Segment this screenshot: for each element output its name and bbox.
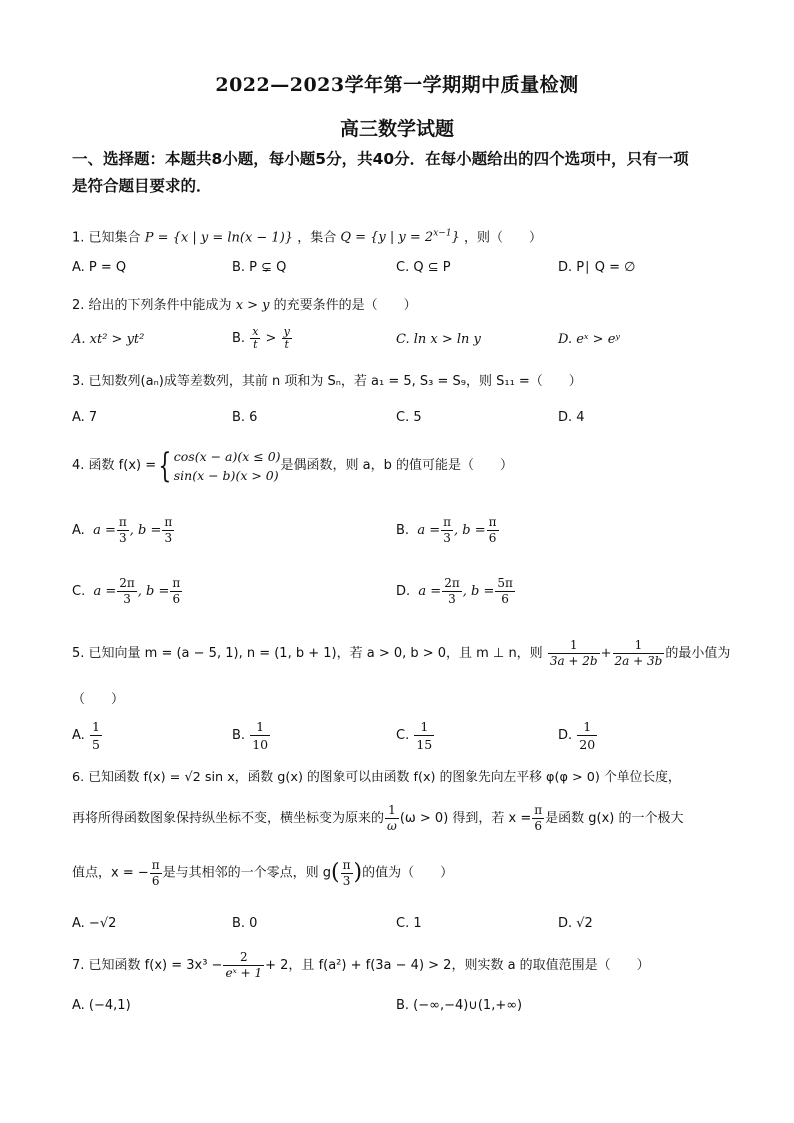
question-6-line3: 值点，x = − $\frac{\pi}{6}$ 是与其相邻的一个零点，则 g( $\frac{\pi}{3}$ )的值为（ ） [72,857,454,888]
q4-option-c: C. a = $\frac{2\pi}{3}$ , b = $\frac{\pi}{6}$ [72,576,181,606]
q5-option-d: D. $\frac{1}{20}$ [558,719,596,752]
q3-option-a: A. 7 [72,410,98,425]
q1-option-a: A. P = Q [72,260,127,275]
q1-option-c: C. Q ⊆ P [396,260,451,275]
q1-option-b: B. P ⊊ Q [232,260,287,275]
q6-option-b: B. 0 [232,916,258,931]
q5-option-b: B. $\frac{1}{10}$ [232,719,269,752]
q3-option-d: D. 4 [558,410,585,425]
q4-option-b: B. a = $\frac{\pi}{3}$ , b = $\frac{\pi}{6}$ [396,515,497,545]
q3-option-b: B. 6 [232,410,258,425]
exam-title: 2022—2023学年第一学期期中质量检测 [215,74,579,96]
question-6-line2: 再将所得函数图象保持纵坐标不变，横坐标变为原来的 $\frac{1}{\omega}$ (ω > 0) 得到，若 x = $\frac{\pi}{6}$ 是函数 g(x) 的一个极大 [72,803,684,833]
question-2: 2. 给出的下列条件中能成为 x > y 的充要条件的是（ ） [72,298,417,313]
q6-option-a: A. −√2 [72,916,117,931]
question-1: 1. 已知集合 P = {x | y = ln(x − 1)} ，集合 Q = {y | $y = 2^{x-1}$} ，则（ ） [72,229,542,246]
section-heading [72,146,732,200]
section-heading-line1: 一、选择题：本题共8小题，每小题5分，共40分．在每小题给出的四个选项中，只有一项 [72,150,689,168]
question-3: 3. 已知数列(aₙ)成等差数列，其前 n 项和为 Sₙ，若 a₁ = 5, S₃ = S₉，则 S₁₁ =（ ） [72,374,582,389]
q7-option-b: B. (−∞,−4)∪(1,+∞) [396,998,523,1013]
q2-option-b: B. $\frac{x}{t}$ > $\frac{y}{t}$ [232,325,290,351]
section-heading-line2: 是符合题目要求的． [72,177,212,195]
set-q: Q = {y | $y = 2^{x-1}$} [340,229,460,246]
question-7: 7. 已知函数 f(x) = 3x³ − $\frac{2}{\text{eˣ + 1}}$ + 2，且 f(a²) + f(3a − 4) > 2，则实数 a 的取值范围是（ ） [72,950,650,980]
question-6-line1: 6. 已知函数 f(x) = √2 sin x，函数 g(x) 的图象可以由函数 f(x) 的图象先向左平移 φ(φ > 0) 个单位长度， [72,770,681,785]
q1-option-d: D. P∣ Q = ∅ [558,260,636,275]
case-1: cos(x − a)(x ≤ 0) [173,448,281,464]
q4-option-a: A. a = $\frac{\pi}{3}$ , b = $\frac{\pi}{3}$ [72,515,173,545]
q6-option-d: D. √2 [558,916,593,931]
set-p: P = {x | y = ln(x − 1)} [144,230,294,246]
case-2: sin(x − b)(x > 0) [173,467,279,483]
q2-option-a: A. xt² > yt² [72,332,145,347]
q5-option-c: C. $\frac{1}{15}$ [396,719,433,752]
q3-option-c: C. 5 [396,410,422,425]
q6-option-c: C. 1 [396,916,422,931]
q2-option-c: C. ln x > ln y [396,332,481,347]
q5-paren: （ ） [72,692,125,707]
question-5: 5. 已知向量 m = (a − 5, 1), n = (1, b + 1)，若 a > 0, b > 0，且 m ⊥ n，则 $\frac{1}{3a + 2b}$ + $\frac{1}{2a + 3b}$ 的最小值为 [72,638,731,668]
question-4: 4. 函数 f(x) ={ cos(x − a)(x ≤ 0) sin(x − b)(x > 0) 是偶函数，则 a，b 的值可能是（ ） [72,445,514,486]
q4-option-d: D. a = $\frac{2\pi}{3}$ , b = $\frac{5\pi}{6}$ [396,576,513,606]
q7-option-a: A. (−4,1) [72,998,131,1013]
exam-subtitle: 高三数学试题 [339,118,454,140]
q2-option-d: D. eˣ > eʸ [558,332,621,347]
q5-option-a: A. $\frac{1}{5}$ [72,719,100,752]
